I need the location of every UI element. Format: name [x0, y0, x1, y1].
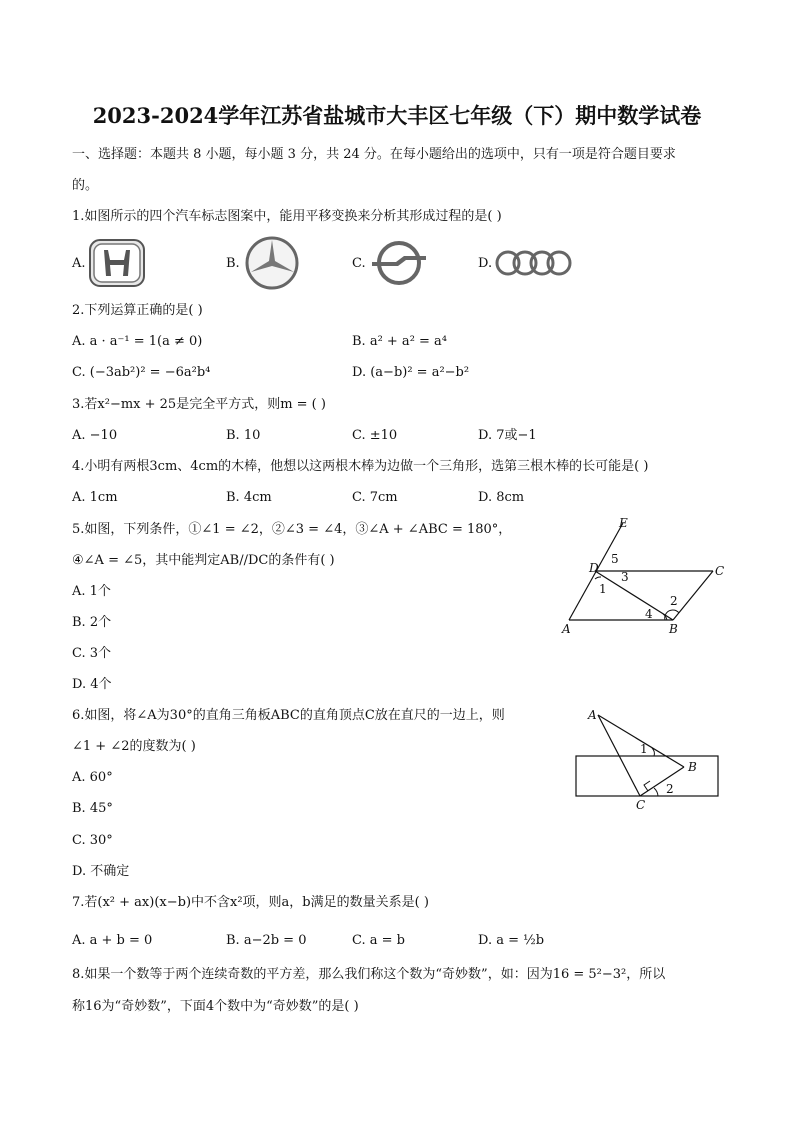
q5-option-b: B. 2个 — [72, 615, 112, 630]
page-title: 2023-2024学年江苏省盐城市大丰区七年级（下）期中数学试卷 — [92, 103, 702, 128]
q6-figure-triangle-ruler — [570, 705, 730, 815]
q7-option-b: B. a−2b = 0 — [226, 933, 307, 948]
q5-option-c: C. 3个 — [72, 646, 112, 661]
opel-logo-icon — [368, 238, 430, 288]
q7-option-c: C. a = b — [352, 933, 405, 948]
q1-option-b: B. — [226, 256, 240, 271]
q5-option-a: A. 1个 — [72, 584, 111, 599]
q2-stem: 2.下列运算正确的是( ) — [72, 303, 203, 318]
section-heading-line2: 的。 — [72, 178, 99, 193]
q6-stem-line1: 6.如图，将∠A为30°的直角三角板ABC的直角顶点C放在直尺的一边上，则 — [72, 708, 505, 723]
q5-angle-1: 1 — [599, 582, 607, 596]
q5-label-E: E — [619, 516, 628, 530]
q5-option-d: D. 4个 — [72, 677, 112, 692]
q6-label-B: B — [688, 760, 697, 774]
q2-option-b: B. a² + a² = a⁴ — [352, 334, 448, 349]
q8-stem-line2: 称16为“奇妙数”，下面4个数中为“奇妙数”的是( ) — [72, 999, 359, 1014]
q3-option-c: C. ±10 — [352, 428, 398, 443]
q5-label-D: D — [589, 561, 599, 575]
q2-option-a: A. a · a⁻¹ = 1(a ≠ 0) — [72, 334, 203, 349]
q6-option-d: D. 不确定 — [72, 864, 130, 879]
audi-logo-icon — [494, 248, 576, 278]
q6-option-b: B. 45° — [72, 801, 113, 816]
q6-label-A: A — [588, 708, 597, 722]
q1-option-c: C. — [352, 256, 366, 271]
q5-stem-line2: ④∠A = ∠5，其中能判定AB//DC的条件有( ) — [72, 553, 335, 568]
q4-option-a: A. 1cm — [72, 490, 118, 505]
q1-option-a: A. — [72, 256, 86, 271]
q5-stem-line1: 5.如图，下列条件，①∠1 = ∠2，②∠3 = ∠4，③∠A + ∠ABC = 180°， — [72, 522, 512, 537]
q3-option-a: A. −10 — [72, 428, 118, 443]
q7-option-d: D. a = ½b — [478, 933, 545, 948]
q6-angle-2: 2 — [666, 782, 674, 796]
q6-angle-1: 1 — [640, 742, 648, 756]
q5-angle-3: 3 — [621, 570, 629, 584]
q6-label-C: C — [636, 798, 646, 812]
q6-option-c: C. 30° — [72, 833, 113, 848]
q5-label-C: C — [715, 564, 725, 578]
q3-option-b: B. 10 — [226, 428, 261, 443]
honda-logo-icon — [88, 238, 146, 288]
mercedes-logo-icon — [243, 235, 301, 291]
q5-label-B: B — [669, 622, 678, 636]
q6-stem-line2: ∠1 + ∠2的度数为( ) — [72, 739, 196, 754]
q5-label-A: A — [562, 622, 571, 636]
q7-option-a: A. a + b = 0 — [72, 933, 153, 948]
q4-stem: 4.小明有两根3cm、4cm的木棒，他想以这两根木棒为边做一个三角形，选第三根木棒的长可能是( ) — [72, 459, 649, 474]
q5-angle-5: 5 — [611, 552, 619, 566]
q4-option-b: B. 4cm — [226, 490, 272, 505]
q3-option-d: D. 7或−1 — [478, 428, 537, 443]
q7-stem: 7.若(x² + ax)(x−b)中不含x²项，则a，b满足的数量关系是( ) — [72, 895, 429, 910]
q8-stem-line1: 8.如果一个数等于两个连续奇数的平方差，那么我们称这个数为“奇妙数”，如：因为16 = 5²−3²，所以 — [72, 967, 666, 982]
q4-option-c: C. 7cm — [352, 490, 398, 505]
q6-option-a: A. 60° — [72, 770, 113, 785]
q5-figure-parallelogram — [555, 515, 735, 640]
q1-stem: 1.如图所示的四个汽车标志图案中，能用平移变换来分析其形成过程的是( ) — [72, 209, 502, 224]
q5-angle-2: 2 — [670, 594, 678, 608]
q2-option-c: C. (−3ab²)² = −6a²b⁴ — [72, 365, 211, 380]
q2-option-d: D. (a−b)² = a²−b² — [352, 365, 470, 380]
q1-option-d: D. — [478, 256, 493, 271]
q4-option-d: D. 8cm — [478, 490, 525, 505]
q3-stem: 3.若x²−mx + 25是完全平方式，则m = ( ) — [72, 397, 326, 412]
q5-angle-4: 4 — [645, 607, 653, 621]
section-heading-line1: 一、选择题：本题共 8 小题，每小题 3 分，共 24 分。在每小题给出的选项中，只有一项是符合题目要求 — [72, 147, 676, 162]
